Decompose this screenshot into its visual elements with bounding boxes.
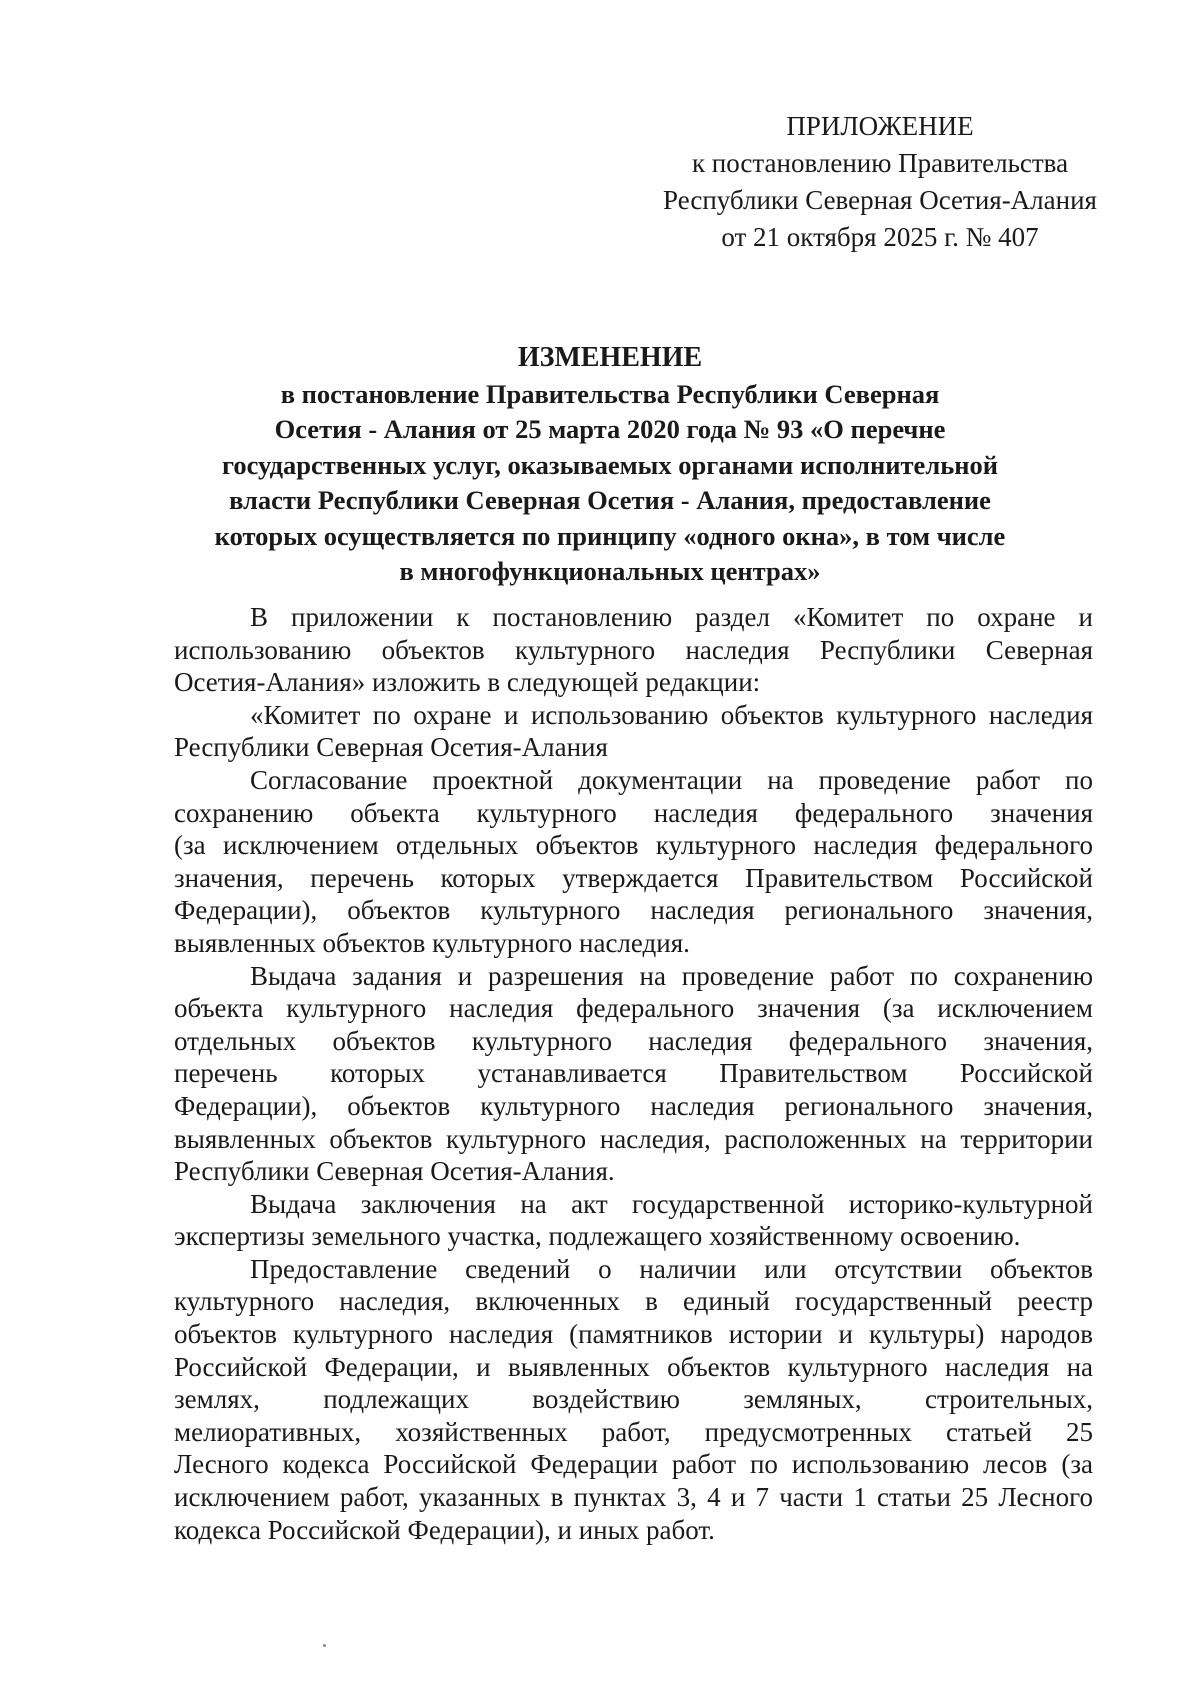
body-line: мелиоративных, хозяйственных работ, предусмотренных статьей 25: [174, 1416, 1093, 1447]
appendix-date-number: от 21 октября 2025 г. № 407: [721, 222, 1039, 252]
body-line: Предоставление сведений о наличии или отсутствии объектов: [250, 1253, 1093, 1284]
body-line: (за исключением отдельных объектов культурного наследия федерального: [174, 830, 1093, 861]
body-line: объектов культурного наследия (памятников истории и культуры) народов: [174, 1319, 1093, 1350]
body-line: объекта культурного наследия федерального значения (за исключением: [174, 993, 1093, 1024]
body-line: экспертизы земельного участка, подлежащего хозяйственному освоению.: [174, 1221, 1021, 1252]
title-line: в многофункциональных центрах»: [399, 556, 821, 586]
body-paragraph: [174, 764, 1093, 960]
body-line: Осетия-Алания» изложить в следующей редакции:: [174, 667, 761, 698]
appendix-header: [650, 108, 1110, 256]
body-line: Федерации), объектов культурного наследия регионального значения,: [174, 1090, 1093, 1121]
body-line: Лесного кодекса Российской Федерации работ по использованию лесов (за: [174, 1449, 1093, 1480]
body-line: Республики Северная Осетия-Алания.: [174, 1156, 615, 1187]
body-line: использованию объектов культурного наследия Республики Северная: [174, 634, 1093, 665]
body-paragraph: [174, 699, 1093, 764]
body-line: перечень которых устанавливается Правительством Российской: [174, 1058, 1093, 1089]
body-line: выявленных объектов культурного наследия.: [174, 927, 690, 958]
title-line: которых осуществляется по принципу «одного окна», в том числе: [214, 520, 1006, 551]
body-line: кодекса Российской Федерации), и иных работ.: [174, 1514, 715, 1545]
appendix-label: ПРИЛОЖЕНИЕ: [786, 111, 974, 141]
appendix-line: Республики Северная Осетия-Алания: [663, 185, 1097, 215]
document-body: [174, 601, 1093, 1546]
title-line: государственных услуг, оказываемых органами исполнительной: [221, 449, 998, 480]
body-line: Российской Федерации, и выявленных объектов культурного наследия на: [174, 1351, 1093, 1382]
body-line: выявленных объектов культурного наследия, расположенных на территории: [174, 1123, 1093, 1154]
body-line: исключением работ, указанных в пунктах 3, 4 и 7 части 1 статьи 25 Лесного: [174, 1482, 1093, 1513]
body-line: культурного наследия, включенных в единый государственный реестр: [174, 1286, 1093, 1317]
body-line: Федерации), объектов культурного наследия регионального значения,: [174, 895, 1093, 926]
body-line: сохранению объекта культурного наследия федерального значения: [174, 797, 1093, 828]
body-line: значения, перечень которых утверждается Правительством Российской: [174, 862, 1093, 893]
body-line: землях, подлежащих воздействию земляных, строительных,: [174, 1384, 1093, 1415]
body-line: Согласование проектной документации на проведение работ по: [250, 764, 1093, 795]
appendix-line: к постановлению Правительства: [691, 148, 1069, 178]
body-line: отдельных объектов культурного наследия федерального значения,: [174, 1025, 1093, 1056]
title-line: власти Республики Северная Осетия - Алания, предоставление: [229, 485, 991, 515]
body-paragraph: [174, 1188, 1093, 1253]
body-paragraph: [174, 960, 1093, 1188]
body-line: Выдача задания и разрешения на проведение работ по сохранению: [250, 960, 1093, 991]
body-paragraph: [174, 601, 1093, 699]
body-paragraph: [174, 1253, 1093, 1546]
body-line: В приложении к постановлению раздел «Комитет по охране и: [250, 602, 1093, 632]
title-line: Осетия - Алания от 25 марта 2020 года № 93 «О перечне: [274, 414, 946, 444]
title-line: в постановление Правительства Республики Северная: [280, 378, 940, 409]
title-heading: ИЗМЕНЕНИЕ: [517, 342, 703, 373]
body-line: «Комитет по охране и использованию объектов культурного наследия: [250, 699, 1093, 730]
document-title: [150, 340, 1070, 590]
scan-artifact: [323, 1644, 326, 1647]
body-line: Выдача заключения на акт государственной историко-культурной: [250, 1188, 1093, 1219]
body-line: Республики Северная Осетия-Алания: [174, 732, 608, 763]
